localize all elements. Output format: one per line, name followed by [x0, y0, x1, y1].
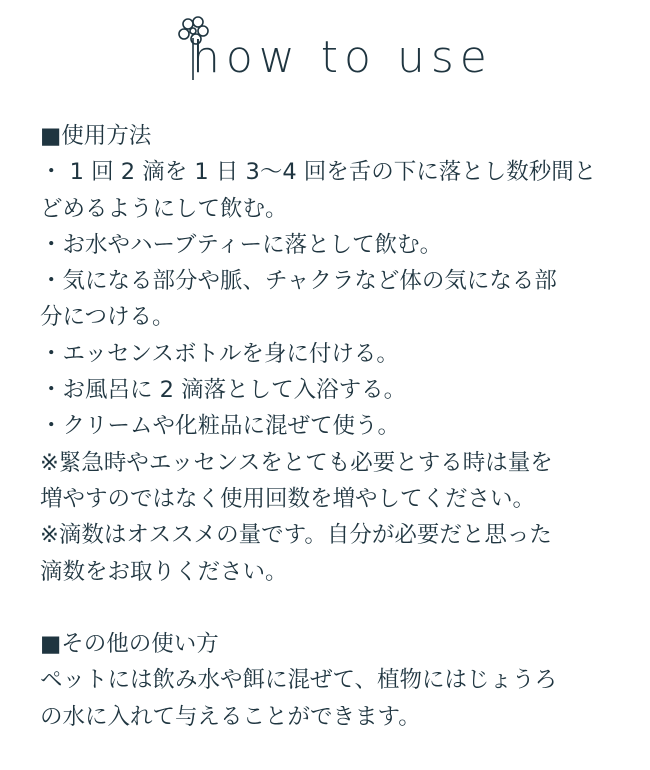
usage-line: 増やすのではなく使用回数を増やしてください。 [40, 485, 536, 512]
usage-line: ・お水やハーブティーに落として飲む。 [40, 231, 443, 258]
usage-line: ・クリームや化粧品に混ぜて使う。 [40, 413, 401, 440]
usage-line: 分につける。 [40, 304, 175, 331]
other-heading: ■その他の使い方 [40, 631, 219, 658]
usage-line: ・気になる部分や脈、チャクラなど体の気になる部 [40, 268, 557, 295]
usage-line: ・エッセンスボトルを身に付ける。 [40, 340, 399, 367]
page-title: how to use [192, 32, 493, 83]
usage-line: ・ 1 回 2 滴を 1 日 3〜4 回を舌の下に落とし数秒間と [40, 159, 597, 186]
page-header [0, 10, 650, 90]
usage-line: ・お風呂に 2 滴落として入浴する。 [40, 377, 407, 404]
instructions-body [40, 118, 620, 735]
other-line: ペットには飲み水や餌に混ぜて、植物にはじょうろ [40, 667, 558, 694]
usage-line: ※緊急時やエッセンスをとても必要とする時は量を [40, 449, 553, 476]
usage-line: 滴数をお取りください。 [40, 558, 288, 585]
usage-heading: ■使用方法 [40, 123, 152, 149]
section-spacer [40, 590, 620, 626]
usage-line: どめるようにして飲む。 [40, 195, 288, 222]
other-line: の水に入れて与えることができます。 [40, 703, 421, 730]
usage-line: ※滴数はオススメの量です。自分が必要だと思った [40, 522, 552, 549]
